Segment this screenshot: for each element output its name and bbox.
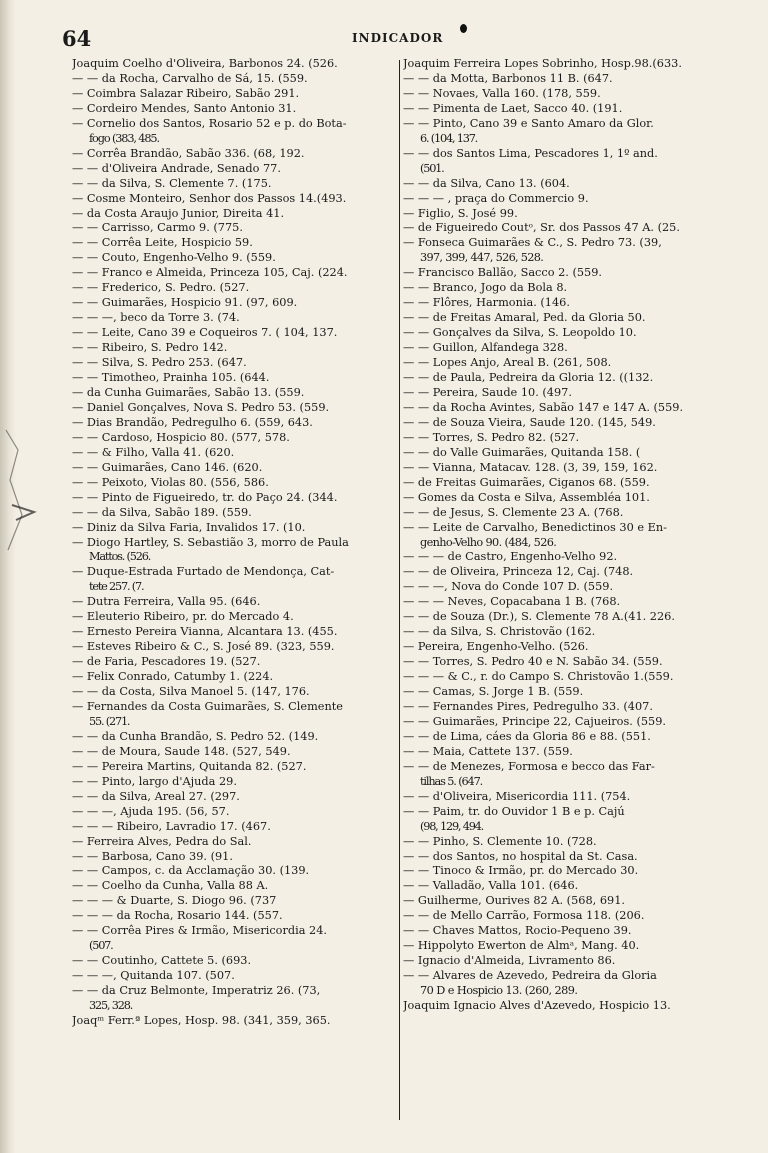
directory-entry-continuation: Mattos. (526. — [89, 550, 151, 564]
directory-entry: — Diogo Hartley, S. Sebastião 3, morro de Paula — [72, 535, 349, 549]
directory-entry: — — Fernandes Pires, Pedregulho 33. (407. — [403, 699, 653, 713]
directory-entry: — Ernesto Pereira Vianna, Alcantara 13. (455. — [72, 625, 338, 639]
directory-entry: — — Leite de Carvalho, Benedictinos 30 e En- — [403, 520, 667, 534]
directory-entry: — — — Ribeiro, Lavradio 17. (467. — [72, 819, 271, 833]
directory-entry: — — de Lima, cáes da Gloria 86 e 88. (551. — [403, 729, 651, 743]
directory-entry: — — de Souza Vieira, Saude 120. (145, 549. — [403, 415, 656, 429]
directory-entry: — Ferreira Alves, Pedra do Sal. — [72, 834, 252, 848]
directory-entry: — Coimbra Salazar Ribeiro, Sabão 291. — [72, 86, 300, 100]
directory-entry: — Felix Conrado, Catumby 1. (224. — [72, 670, 274, 684]
directory-entry: — de Figueiredo Coutᵒ, Sr. dos Passos 47 A. (25. — [403, 221, 680, 235]
directory-entry: — — Frederico, S. Pedro. (527. — [72, 281, 250, 295]
directory-entry: — — — , praça do Commercio 9. — [403, 191, 589, 205]
directory-entry: — — Cardoso, Hospicio 80. (577, 578. — [72, 430, 290, 444]
directory-entry: Joaquim Coelho d'Oliveira, Barbonos 24. (526. — [72, 57, 338, 70]
directory-entry: — — d'Oliveira, Misericordia 111. (754. — [403, 789, 631, 803]
directory-entry: — — Franco e Almeida, Princeza 105, Caj. (224. — [72, 266, 348, 280]
directory-entry: — Duque-Estrada Furtado de Mendonça, Cat- — [72, 565, 335, 579]
directory-entry: — — — da Rocha, Rosario 144. (557. — [72, 909, 283, 923]
directory-entry-continuation: 55. (271. — [89, 714, 130, 728]
directory-entry: — — Gonçalves da Silva, S. Leopoldo 10. — [403, 326, 637, 340]
directory-entry: — — Timotheo, Prainha 105. (644. — [72, 371, 270, 385]
directory-entry-continuation: 397, 399, 447, 526, 528. — [420, 251, 544, 265]
right-column — [403, 57, 768, 1122]
directory-entry: Joaqᵐ Ferr.ª Lopes, Hosp. 98. (341, 359, 365. — [72, 1014, 331, 1027]
directory-entry: Joaquim Ignacio Alves d'Azevedo, Hospicio 13. — [403, 999, 671, 1013]
directory-entry: — — de Moura, Saude 148. (527, 549. — [72, 744, 291, 758]
directory-entry-continuation: fogo (383, 485. — [89, 131, 159, 145]
directory-entry: — — Guillon, Alfandega 328. — [403, 341, 568, 355]
directory-entry: — — —, Ajuda 195. (56, 57. — [72, 804, 230, 818]
binding-stain-marks — [4, 420, 38, 560]
directory-entry: — — Ribeiro, S. Pedro 142. — [72, 341, 228, 355]
directory-entry: — de Faria, Pescadores 19. (527. — [72, 655, 261, 669]
directory-entry: — — Guimarães, Hospicio 91. (97, 609. — [72, 296, 298, 310]
directory-entry: — — Barbosa, Cano 39. (91. — [72, 849, 233, 863]
directory-entry: — — do Valle Guimarães, Quitanda 158. ( — [403, 445, 641, 459]
directory-entry: — — —, beco da Torre 3. (74. — [72, 311, 240, 325]
directory-entry: — — Pereira, Saude 10. (497. — [403, 385, 572, 399]
directory-entry: — — da Cunha Brandão, S. Pedro 52. (149. — [72, 729, 319, 743]
directory-entry: — — — de Castro, Engenho-Velho 92. — [403, 550, 618, 564]
directory-entry: — — Couto, Engenho-Velho 9. (559. — [72, 251, 276, 265]
directory-entry: — — & Filho, Valla 41. (620. — [72, 445, 235, 459]
directory-entry: — Daniel Gonçalves, Nova S. Pedro 53. (559. — [72, 400, 330, 414]
directory-entry: — — Pinto, largo d'Ajuda 29. — [72, 774, 237, 788]
directory-entry: — Fernandes da Costa Guimarães, S. Clemente — [72, 699, 343, 713]
directory-entry: — — Carrisso, Carmo 9. (775. — [72, 221, 243, 235]
directory-entry: — — da Silva, Areal 27. (297. — [72, 789, 240, 803]
directory-entry: — — Pinho, S. Clemente 10. (728. — [403, 834, 597, 848]
directory-entry-continuation: 6. (104, 137. — [420, 131, 478, 145]
directory-entry: — — Vianna, Matacav. 128. (3, 39, 159, 162. — [403, 460, 658, 474]
directory-entry: — — de Freitas Amaral, Ped. da Gloria 50. — [403, 311, 646, 325]
directory-entry: — — da Silva, Sabão 189. (559. — [72, 505, 252, 519]
directory-entry: — — Torres, S. Pedro 82. (527. — [403, 430, 580, 444]
directory-entry: — Hippolyto Ewerton de Almᵃ, Mang. 40. — [403, 939, 640, 953]
directory-entry: — — —, Quitanda 107. (507. — [72, 969, 235, 983]
directory-entry: — — —, Nova do Conde 107 D. (559. — [403, 580, 614, 594]
directory-entry: — — Pereira Martins, Quitanda 82. (527. — [72, 759, 307, 773]
directory-entry: — — Torres, S. Pedro 40 e N. Sabão 34. (559. — [403, 655, 663, 669]
ink-dot-mark — [460, 24, 467, 33]
directory-entry: — — Guimarães, Cano 146. (620. — [72, 460, 263, 474]
directory-entry: — — da Silva, Cano 13. (604. — [403, 176, 570, 190]
directory-entry: — — Tinoco & Irmão, pr. do Mercado 30. — [403, 864, 639, 878]
directory-entry: — — da Cruz Belmonte, Imperatriz 26. (73, — [72, 984, 321, 998]
directory-entry-continuation: tete 257. (7. — [89, 580, 144, 594]
directory-entry: — — da Costa, Silva Manoel 5. (147, 176. — [72, 685, 310, 699]
directory-entry-continuation: (501. — [420, 161, 444, 175]
directory-entry-continuation: 325, 328. — [89, 999, 133, 1013]
directory-entry: — Cordeiro Mendes, Santo Antonio 31. — [72, 101, 297, 115]
directory-entry: — — Lopes Anjo, Areal B. (261, 508. — [403, 356, 612, 370]
directory-entry: — Cornelio dos Santos, Rosario 52 e p. do Bota- — [72, 116, 347, 130]
directory-entry: — Guilherme, Ourives 82 A. (568, 691. — [403, 894, 625, 908]
directory-entry-continuation: 70 D e Hospicio 13. (260, 289. — [420, 984, 578, 998]
directory-entry: — — Chaves Mattos, Rocio-Pequeno 39. — [403, 924, 632, 938]
directory-entry: — — Peixoto, Violas 80. (556, 586. — [72, 475, 269, 489]
directory-entry: — — Leite, Cano 39 e Coqueiros 7. ( 104, 137. — [72, 326, 338, 340]
directory-entry: — — Paim, tr. do Ouvidor 1 B e p. Cajú — [403, 804, 625, 818]
directory-entry: — — Branco, Jogo da Bola 8. — [403, 281, 568, 295]
directory-entry: — Fonseca Guimarães & C., S. Pedro 73. (39, — [403, 236, 662, 250]
directory-entry: — Eleuterio Ribeiro, pr. do Mercado 4. — [72, 610, 294, 624]
directory-entry: — Pereira, Engenho-Velho. (526. — [403, 640, 589, 654]
directory-entry: — Figlio, S. José 99. — [403, 206, 518, 220]
directory-entry: — Francisco Ballão, Sacco 2. (559. — [403, 266, 603, 280]
directory-entry: — — Corrêa Leite, Hospicio 59. — [72, 236, 253, 250]
directory-entry: — — d'Oliveira Andrade, Senado 77. — [72, 161, 281, 175]
directory-entry: — Dutra Ferreira, Valla 95. (646. — [72, 595, 261, 609]
left-column — [72, 57, 398, 1122]
directory-entry: — Ignacio d'Almeida, Livramento 86. — [403, 954, 616, 968]
directory-entry-continuation: tilhas 5. (647. — [420, 774, 483, 788]
directory-entry: — — de Souza (Dr.), S. Clemente 78 A.(41. 226. — [403, 610, 675, 624]
directory-entry: — — Pinto de Figueiredo, tr. do Paço 24. (344. — [72, 490, 338, 504]
directory-entry: — Gomes da Costa e Silva, Assembléa 101. — [403, 490, 650, 504]
directory-entry: — — Coelho da Cunha, Valla 88 A. — [72, 879, 269, 893]
directory-entry: — — da Silva, S. Christovão (162. — [403, 625, 596, 639]
directory-entry: — — Campos, c. da Acclamação 30. (139. — [72, 864, 310, 878]
directory-entry: — — Valladão, Valla 101. (646. — [403, 879, 579, 893]
directory-entry-continuation: genho-Velho 90. (484, 526. — [420, 535, 557, 549]
column-divider — [399, 60, 400, 1120]
binding-edge — [0, 0, 16, 1153]
directory-entry: — de Freitas Guimarães, Ciganos 68. (559. — [403, 475, 650, 489]
directory-entry: — — Pinto, Cano 39 e Santo Amaro da Glor. — [403, 116, 654, 130]
directory-entry: — — Novaes, Valla 160. (178, 559. — [403, 86, 601, 100]
directory-entry: — — — & Duarte, S. Diogo 96. (737 — [72, 894, 277, 908]
directory-entry: — — da Motta, Barbonos 11 B. (647. — [403, 71, 613, 85]
directory-entry: — — da Rocha, Carvalho de Sá, 15. (559. — [72, 71, 308, 85]
directory-entry: — — de Oliveira, Princeza 12, Caj. (748. — [403, 565, 634, 579]
directory-entry: — — dos Santos Lima, Pescadores 1, 1º and. — [403, 146, 658, 160]
directory-entry: — — Flôres, Harmonia. (146. — [403, 296, 570, 310]
directory-entry: Joaquim Ferreira Lopes Sobrinho, Hosp.98.(633. — [403, 57, 682, 70]
directory-entry: — da Cunha Guimarães, Sabão 13. (559. — [72, 385, 305, 399]
directory-entry: — — Maia, Cattete 137. (559. — [403, 744, 573, 758]
page-number: 64 — [62, 26, 92, 51]
directory-entry: — Corrêa Brandão, Sabão 336. (68, 192. — [72, 146, 305, 160]
directory-entry: — — dos Santos, no hospital da St. Casa. — [403, 849, 638, 863]
directory-entry: — — de Menezes, Formosa e becco das Far- — [403, 759, 655, 773]
directory-entry: — da Costa Araujo Junior, Direita 41. — [72, 206, 285, 220]
directory-entry: — — de Paula, Pedreira da Gloria 12. ((132. — [403, 371, 654, 385]
directory-entry: — — da Silva, S. Clemente 7. (175. — [72, 176, 272, 190]
page-header — [62, 26, 754, 50]
directory-entry: — — Coutinho, Cattete 5. (693. — [72, 954, 252, 968]
directory-entry: — — Silva, S. Pedro 253. (647. — [72, 356, 247, 370]
directory-entry: — — Guimarães, Principe 22, Cajueiros. (559. — [403, 714, 667, 728]
directory-entry: — — Camas, S. Jorge 1 B. (559. — [403, 685, 584, 699]
directory-entry: — — Alvares de Azevedo, Pedreira da Gloria — [403, 969, 657, 983]
directory-entry: — — Corrêa Pires & Irmão, Misericordia 24. — [72, 924, 328, 938]
directory-entry: — — de Jesus, S. Clemente 23 A. (768. — [403, 505, 624, 519]
running-title: INDICADOR — [352, 31, 444, 45]
directory-entry: — — de Mello Carrão, Formosa 118. (206. — [403, 909, 645, 923]
directory-entry: — — Pimenta de Laet, Sacco 40. (191. — [403, 101, 623, 115]
directory-entry: — Cosme Monteiro, Senhor dos Passos 14.(493. — [72, 191, 347, 205]
directory-entry-continuation: (507. — [89, 939, 113, 953]
directory-entry: — Diniz da Silva Faria, Invalidos 17. (10. — [72, 520, 306, 534]
directory-entry: — — — Neves, Copacabana 1 B. (768. — [403, 595, 621, 609]
directory-entry: — Dias Brandão, Pedregulho 6. (559, 643. — [72, 415, 313, 429]
directory-entry-continuation: (98, 129, 494. — [420, 819, 484, 833]
directory-entry: — — — & C., r. do Campo S. Christovão 1.(559. — [403, 670, 674, 684]
directory-entry: — Esteves Ribeiro & C., S. José 89. (323, 559. — [72, 640, 335, 654]
directory-entry: — — da Rocha Avintes, Sabão 147 e 147 A. (559. — [403, 400, 684, 414]
